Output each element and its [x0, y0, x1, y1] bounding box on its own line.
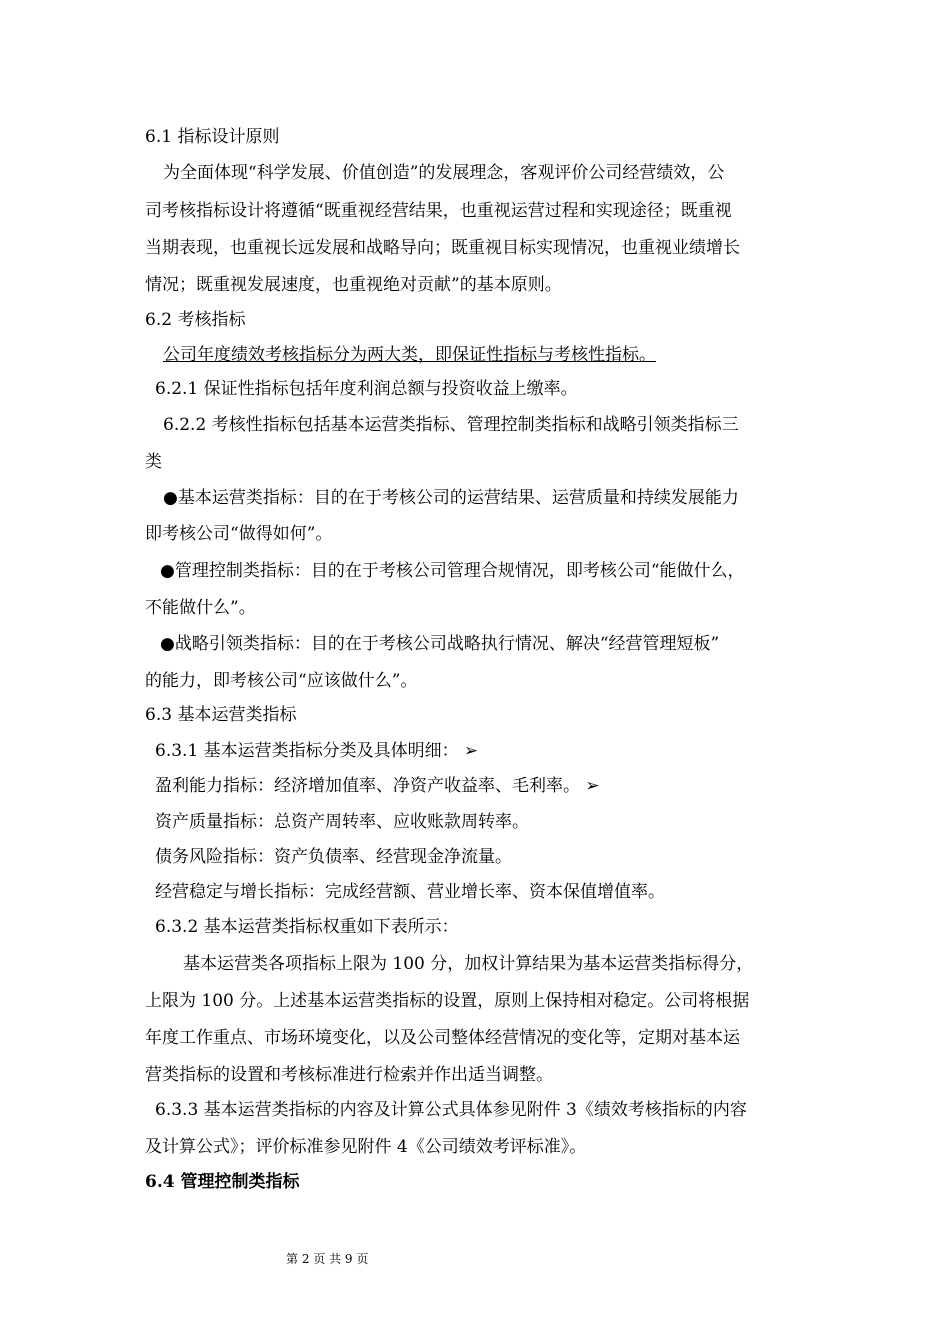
- subsection-6-2-2: 6.2.2 考核性指标包括基本运营类指标、管理控制类指标和战略引领类指标三: [163, 415, 739, 435]
- section-6-4-heading: 6.4 管理控制类指标: [145, 1172, 300, 1192]
- paragraph-line: 上限为 100 分。上述基本运营类指标的设置，原则上保持相对稳定。公司将根据: [145, 991, 750, 1011]
- paragraph-line: 司考核指标设计将遵循“既重视经营结果，也重视运营过程和实现途径；既重视: [145, 201, 732, 221]
- paragraph-line: 的能力，即考核公司“应该做什么”。: [145, 671, 418, 691]
- paragraph-line: 为全面体现“科学发展、价值创造”的发展理念，客观评价公司经营绩效，公: [163, 163, 725, 183]
- paragraph-line: 不能做什么”。: [145, 598, 256, 618]
- paragraph-line: 情况；既重视发展速度，也重视绝对贡献”的基本原则。: [145, 275, 562, 295]
- paragraph-line: 及计算公式》；评价标准参见附件 4《公司绩效考评标准》。: [145, 1137, 587, 1157]
- section-6-1-heading: 6.1 指标设计原则: [145, 127, 280, 147]
- subsection-6-3-2: 6.3.2 基本运营类指标权重如下表所示：: [155, 917, 459, 937]
- paragraph-line: 年度工作重点、市场环境变化，以及公司整体经营情况的变化等，定期对基本运: [145, 1028, 740, 1048]
- bullet-management-control: ●管理控制类指标：目的在于考核公司管理合规情况，即考核公司“能做什么，: [160, 561, 745, 581]
- paragraph-line: 基本运营类各项指标上限为 100 分，加权计算结果为基本运营类指标得分，: [183, 954, 754, 974]
- subsection-6-2-1: 6.2.1 保证性指标包括年度利润总额与投资收益上缴率。: [155, 379, 578, 399]
- paragraph-line: 当期表现，也重视长远发展和战略导向；既重视目标实现情况，也重视业绩增长: [145, 238, 740, 258]
- paragraph-line: 类: [145, 452, 162, 472]
- list-item: 资产质量指标：总资产周转率、应收账款周转率。: [155, 812, 529, 832]
- page-number-footer: 第 2 页 共 9 页: [286, 1252, 369, 1266]
- bullet-basic-operations: ●基本运营类指标：目的在于考核公司的运营结果、运营质量和持续发展能力: [163, 488, 739, 508]
- subsection-6-3-1: 6.3.1 基本运营类指标分类及具体明细： ➢: [155, 741, 479, 761]
- underlined-intro: 公司年度绩效考核指标分为两大类，即保证性指标与考核性指标。: [163, 345, 656, 365]
- list-item: 盈利能力指标：经济增加值率、净资产收益率、毛利率。 ➢: [155, 776, 600, 796]
- list-item: 债务风险指标：资产负债率、经营现金净流量。: [155, 847, 512, 867]
- subsection-6-3-3: 6.3.3 基本运营类指标的内容及计算公式具体参见附件 3《绩效考核指标的内容: [155, 1100, 747, 1120]
- list-item: 经营稳定与增长指标：完成经营额、营业增长率、资本保值增值率。: [155, 882, 665, 902]
- paragraph-line: 即考核公司“做得如何”。: [145, 524, 333, 544]
- section-6-3-heading: 6.3 基本运营类指标: [145, 705, 297, 725]
- section-6-2-heading: 6.2 考核指标: [145, 310, 246, 330]
- bullet-strategic-leading: ●战略引领类指标：目的在于考核公司战略执行情况、解决“经营管理短板”: [160, 634, 720, 654]
- paragraph-line: 营类指标的设置和考核标准进行检索并作出适当调整。: [145, 1065, 553, 1085]
